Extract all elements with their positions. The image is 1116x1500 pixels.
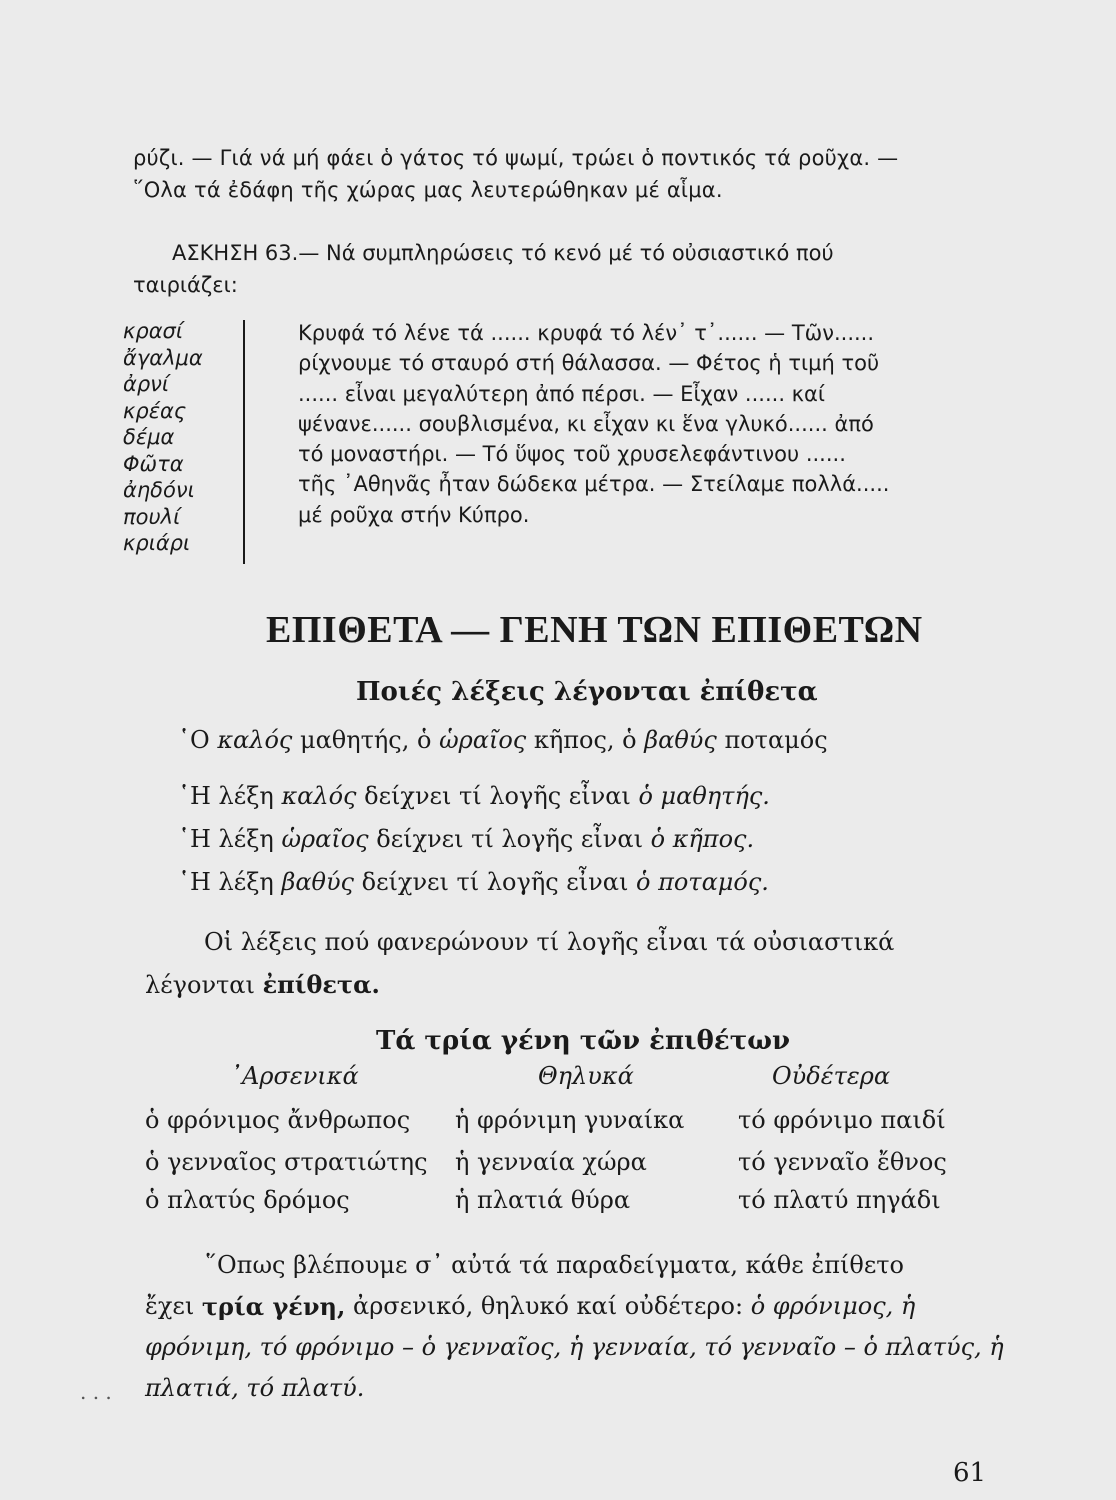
gender-feminine: Θηλυκά: [538, 1062, 634, 1090]
intro-line-1: ρύζι. — Γιά νά μή φάει ὁ γάτος τό ψωμί, τρώει ὁ ποντικός τά ροῦχα. —: [133, 146, 899, 170]
margin-dots: . . .: [80, 1380, 112, 1404]
closing-paragraph: [145, 1245, 1004, 1409]
definition-line-1: Οἱ λέξεις πού φανερώνουν τί λογῆς εἶναι τά οὐσιαστικά: [204, 928, 895, 956]
subtitle-which-words: Ποιές λέξεις λέγονται ἐπίθετα: [356, 677, 818, 707]
closing-line: ῞Οπως βλέπουμε σ᾽ αὐτά τά παραδείγματα, κάθε ἐπίθετο: [205, 1251, 904, 1279]
exercise-line: ρίχνουμε τό σταυρό στή θάλασσα. — Φέτος ἡ τιμή τοῦ: [298, 351, 880, 376]
word-item: πουλί: [123, 504, 181, 529]
table-cell: ὁ πλατύς δρόμος: [145, 1186, 350, 1214]
exercise-line: ψένανε...... σουβλισμένα, κι εἶχαν κι ἕνα γλυκό...... ἀπό: [298, 411, 874, 436]
exercise-line: τό μοναστήρι. — Τό ὕψος τοῦ χρυσελεφάντινου ......: [298, 442, 846, 467]
word-item: ἀρνί: [123, 372, 170, 396]
table-cell: ὁ γενναῖος στρατιώτης: [145, 1148, 428, 1176]
closing-line: ἔχει τρία γένη, ἀρσενικό, θηλυκό καί οὐδέτερο: ὁ φρόνιμος, ἡ: [145, 1292, 916, 1321]
gender-masculine: ᾽Αρσενικά: [230, 1062, 359, 1090]
table-cell: ὁ φρόνιμος ἄνθρωπος: [145, 1106, 411, 1134]
closing-line: φρόνιμη, τό φρόνιμο – ὁ γενναῖος, ἡ γενναία, τό γενναῖο – ὁ πλατύς, ἡ: [145, 1333, 1004, 1361]
word-item: Φῶτα: [123, 451, 184, 476]
exercise-line: Κρυφά τό λένε τά ...... κρυφά τό λέν᾽ τ᾽...... — Τῶν......: [298, 321, 875, 345]
exercise-word-list: [123, 318, 235, 557]
exercise-title-cont: ταιριάζει:: [133, 273, 238, 297]
subtitle-three-genders: Τά τρία γένη τῶν ἐπιθέτων: [376, 1026, 790, 1056]
exercise-line: μέ ροῦχα στήν Κύπρο.: [298, 502, 530, 527]
word-item: ἀηδόνι: [123, 478, 195, 502]
page-number: 61: [953, 1458, 987, 1488]
exercise-line: τῆς ᾽Αθηνᾶς ἦταν δώδεκα μέτρα. — Στείλαμε πολλά.....: [298, 472, 890, 497]
word-item: ἄγαλμα: [123, 345, 203, 370]
closing-line: πλατιά, τό πλατύ.: [145, 1374, 365, 1402]
word-item: δέμα: [123, 425, 175, 449]
word-item: κρέας: [123, 398, 187, 423]
gender-neuter: Οὐδέτερα: [772, 1062, 891, 1090]
word-item: κριάρι: [123, 531, 191, 555]
intro-line-2: ῞Ολα τά ἐδάφη τῆς χώρας μας λευτερώθηκαν μέ αἷμα.: [133, 178, 723, 202]
divider-line: [243, 320, 245, 564]
table-cell: τό γενναῖο ἔθνος: [738, 1148, 947, 1176]
table-cell: ἡ πλατιά θύρα: [455, 1186, 631, 1214]
exercise-line: ...... εἶναι μεγαλύτερη ἀπό πέρσι. — Εἶχαν ...... καί: [298, 381, 825, 406]
table-cell: τό πλατύ πηγάδι: [738, 1186, 941, 1214]
table-cell: τό φρόνιμο παιδί: [738, 1106, 946, 1134]
definition-line-2: λέγονται ἐπίθετα.: [145, 970, 380, 999]
explain-line: ῾Η λέξη βαθύς δείχνει τί λογῆς εἶναι ὁ ποταμός.: [178, 868, 769, 896]
section-title: ΕΠΙΘΕΤΑ — ΓΕΝΗ ΤΩΝ ΕΠΙΘΕΤΩΝ: [266, 609, 923, 651]
table-cell: ἡ φρόνιμη γυναίκα: [455, 1106, 685, 1134]
explain-line: ῾Η λέξη καλός δείχνει τί λογῆς εἶναι ὁ μαθητής.: [178, 782, 770, 810]
table-cell: ἡ γενναία χώρα: [455, 1148, 647, 1176]
explain-line: ῾Η λέξη ὡραῖος δείχνει τί λογῆς εἶναι ὁ κῆπος.: [178, 825, 755, 853]
exercise-text: [298, 318, 958, 530]
example-line: ῾Ο καλός μαθητής, ὁ ὡραῖος κῆπος, ὁ βαθύς ποταμός: [178, 726, 828, 754]
exercise-title: ΑΣΚΗΣΗ 63.— Νά συμπληρώσεις τό κενό μέ τό οὐσιαστικό πού: [172, 241, 834, 265]
word-item: κρασί: [123, 319, 183, 343]
